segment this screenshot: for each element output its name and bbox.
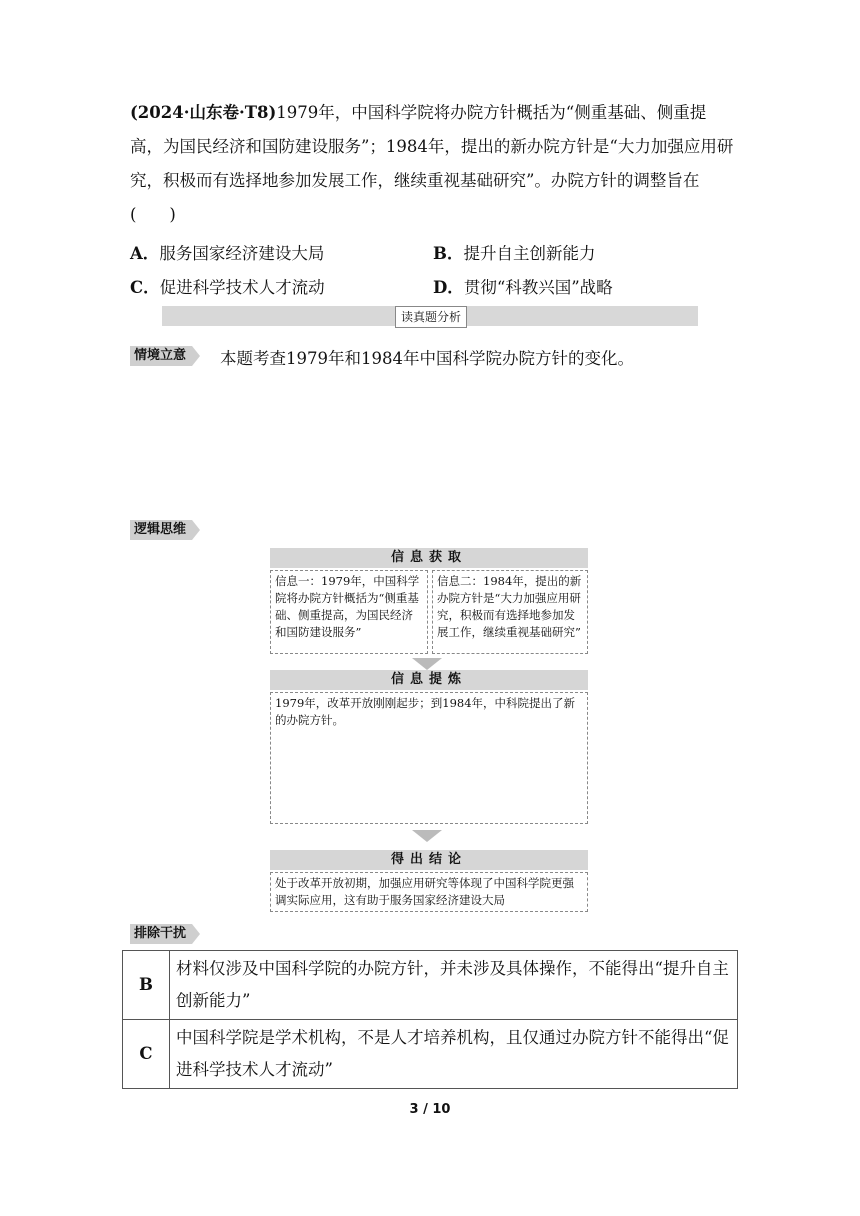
- option-text: 提升自主创新能力: [463, 244, 596, 263]
- context-tag: 情境立意: [130, 346, 200, 366]
- info-header: 信息获取: [270, 548, 588, 568]
- conclusion-box: 处于改革开放初期，加强应用研究等体现了中国科学院更强调实际应用，这有助于服务国家经济建设大局: [270, 872, 588, 912]
- row-key: B: [123, 951, 170, 1020]
- table-row: [123, 1020, 738, 1089]
- option-text: 促进科学技术人才流动: [159, 278, 325, 297]
- exclude-table: [122, 950, 738, 1089]
- question-text: 1979年，中国科学院将办院方针概括为“侧重基础、侧重提高，为国民经济和国防建设服务”；1984年，提出的新办院方针是“大力加强应用研究，积极而有选择地参加发展工作，继续重视基础研究”。办院方针的调整旨在( ): [130, 103, 734, 224]
- analysis-banner-label: 读真题分析: [395, 306, 467, 328]
- option-text: 服务国家经济建设大局: [159, 244, 325, 263]
- context-text: 本题考查1979年和1984年中国科学院办院方针的变化。: [220, 349, 634, 368]
- option-a[interactable]: [130, 240, 324, 264]
- option-letter: A．: [130, 244, 160, 263]
- conclusion-header: 得出结论: [270, 850, 588, 870]
- row-text: 材料仅涉及中国科学院的办院方针，并未涉及具体操作，不能得出“提升自主创新能力”: [170, 951, 738, 1020]
- question-stem: [130, 96, 735, 232]
- option-letter: D．: [433, 278, 464, 297]
- option-d[interactable]: [433, 274, 613, 298]
- option-text: 贯彻“科教兴国”战略: [463, 278, 613, 297]
- flow-arrow: [412, 830, 442, 842]
- option-c[interactable]: [130, 274, 325, 298]
- option-letter: C．: [130, 278, 160, 297]
- row-key: C: [123, 1020, 170, 1089]
- refine-box: 1979年，改革开放刚刚起步；到1984年，中科院提出了新的办院方针。: [270, 692, 588, 824]
- exclude-tag: 排除干扰: [130, 924, 200, 944]
- table-row: [123, 951, 738, 1020]
- info-one-box: 信息一：1979年，中国科学院将办院方针概括为“侧重基础、侧重提高，为国民经济和国防建设服务”: [270, 570, 428, 654]
- page-number: 3 / 10: [409, 1102, 451, 1117]
- info-two-box: 信息二：1984年，提出的新办院方针是“大力加强应用研究，积极而有选择地参加发展工作，继续重视基础研究”: [432, 570, 588, 654]
- logic-tag: 逻辑思维: [130, 520, 200, 540]
- row-text: 中国科学院是学术机构，不是人才培养机构，且仅通过办院方针不能得出“促进科学技术人才流动”: [170, 1020, 738, 1089]
- question-source: (2024·山东卷·T8): [130, 103, 277, 122]
- option-letter: B．: [433, 244, 464, 263]
- flow-arrow: [412, 658, 442, 670]
- option-b[interactable]: [433, 240, 595, 264]
- refine-header: 信息提炼: [270, 670, 588, 690]
